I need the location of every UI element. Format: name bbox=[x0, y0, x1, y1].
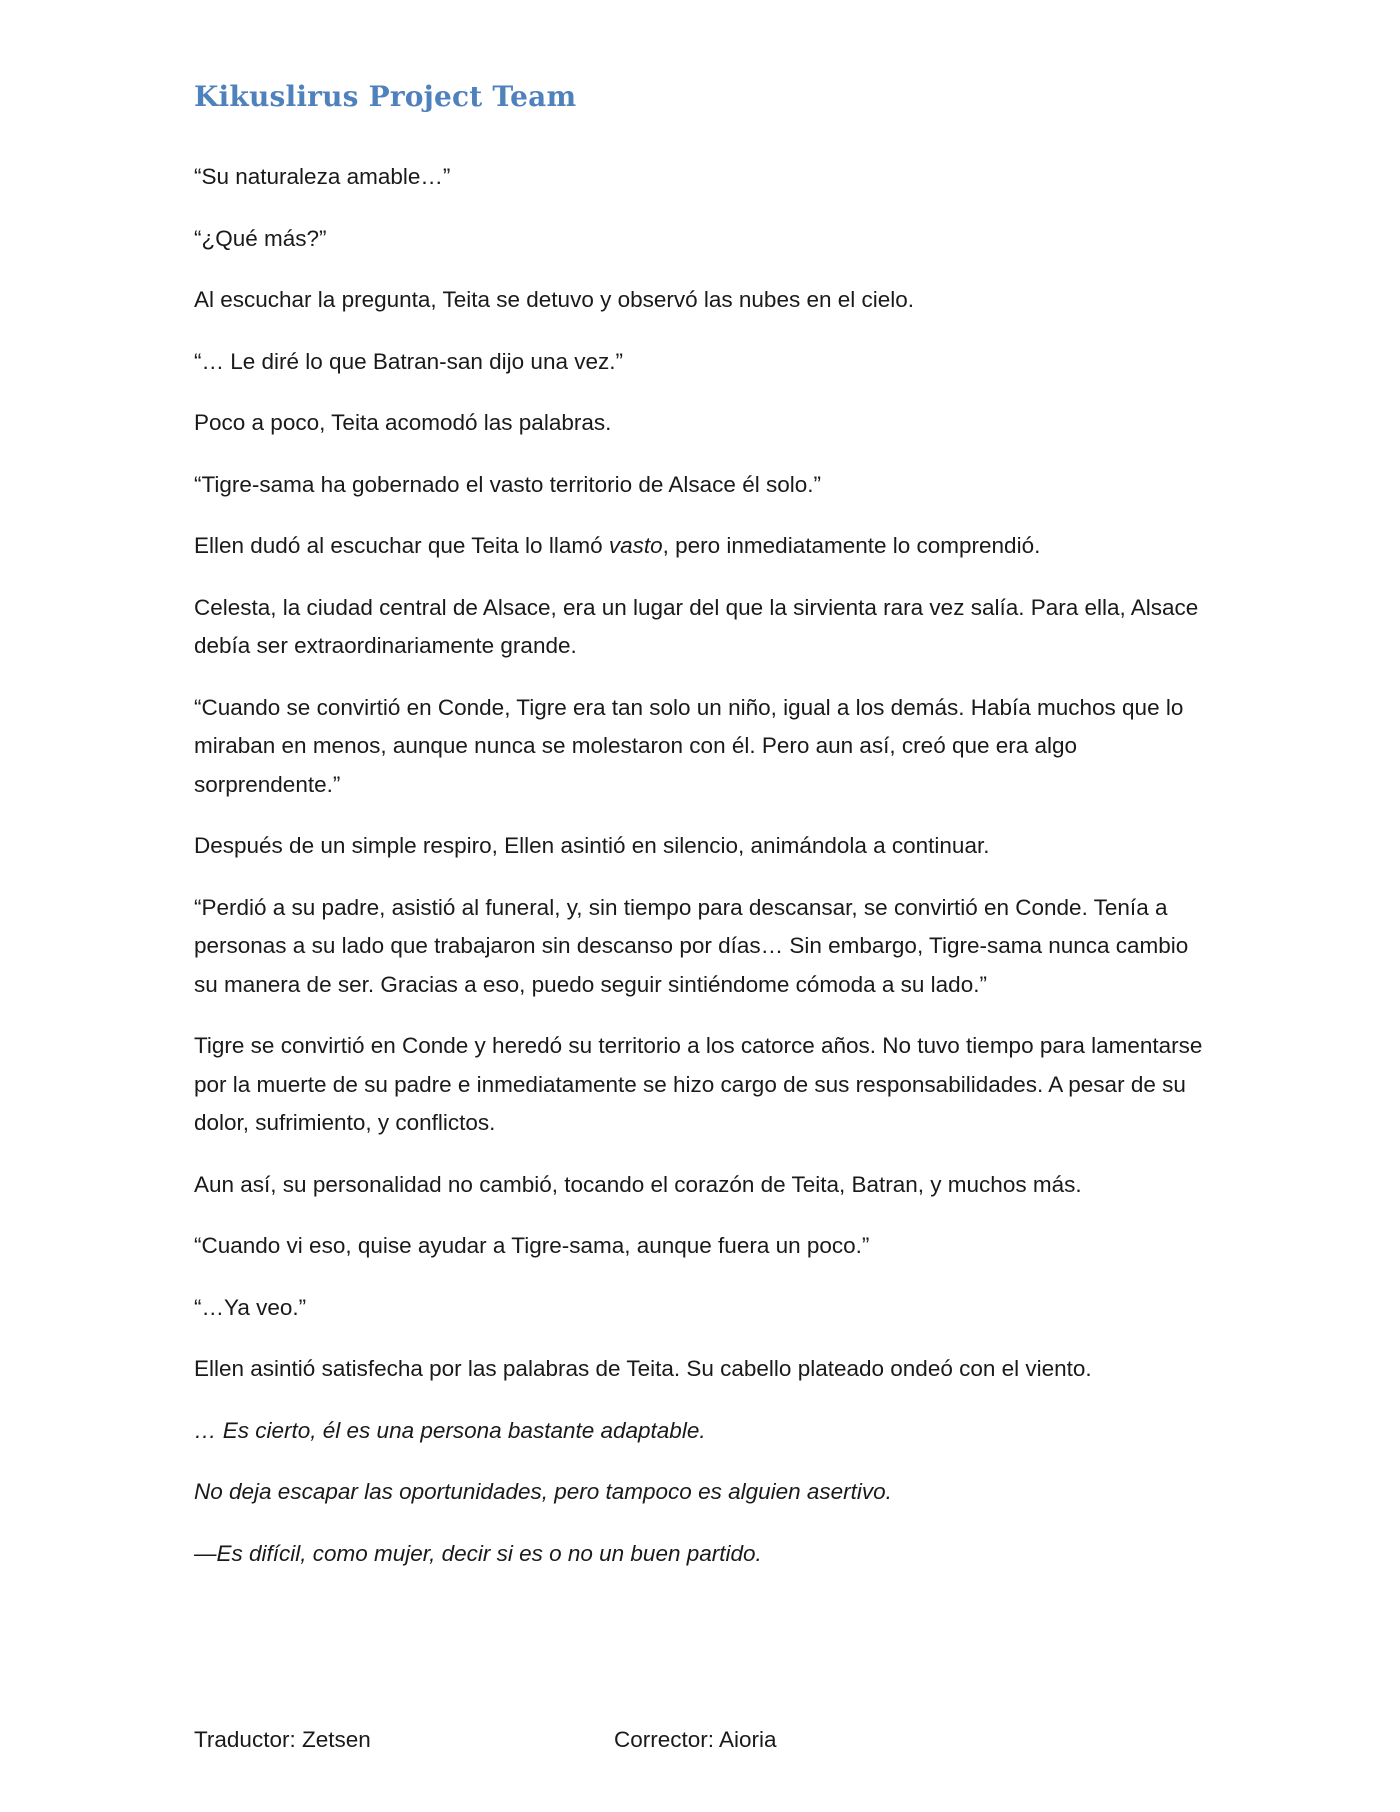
paragraph-18: No deja escapar las oportunidades, pero tampoco es alguien asertivo. bbox=[194, 1479, 892, 1504]
paragraph-3: Al escuchar la pregunta, Teita se detuvo y observó las nubes en el cielo. bbox=[194, 287, 915, 312]
paragraph-11: “Perdió a su padre, asistió al funeral, y, sin tiempo para descansar, se convirtió en Conde. Tenía a personas a su lado que trabajaron sin descanso por días… Sin embargo, Tigre-sama nunca cambio su manera de ser. Gracias a eso, puedo seguir sintiéndome cómoda a su lado.” bbox=[194, 894, 1189, 997]
paragraph-19: —Es difícil, como mujer, decir si es o no un buen partido. bbox=[194, 1540, 762, 1566]
paragraph-7-before: Ellen dudó al escuchar que Teita lo llamó bbox=[194, 533, 609, 558]
paragraph-1: “Su naturaleza amable…” bbox=[194, 164, 451, 189]
paragraph-10: Después de un simple respiro, Ellen asintió en silencio, animándola a continuar. bbox=[194, 833, 990, 858]
body-text bbox=[194, 158, 1214, 1596]
paragraph-7 bbox=[194, 527, 1214, 566]
footer-translator: Traductor: Zetsen bbox=[194, 1727, 371, 1752]
paragraph-12: Tigre se convirtió en Conde y heredó su territorio a los catorce años. No tuvo tiempo para lamentarse por la muerte de su padre e inmediatamente se hizo cargo de sus responsabilidades. A pesar de su dolor, sufrimiento, y conflictos. bbox=[194, 1033, 1203, 1135]
paragraph-7-emphasis: vasto bbox=[608, 533, 663, 558]
paragraph-6: “Tigre-sama ha gobernado el vasto territorio de Alsace él solo.” bbox=[194, 471, 821, 497]
paragraph-2: “¿Qué más?” bbox=[194, 225, 327, 251]
paragraph-4: “… Le diré lo que Batran-san dijo una vez.” bbox=[194, 348, 623, 374]
paragraph-13: Aun así, su personalidad no cambió, tocando el corazón de Teita, Batran, y muchos más. bbox=[194, 1171, 1082, 1197]
paragraph-7-after: , pero inmediatamente lo comprendió. bbox=[662, 533, 1041, 558]
footer-corrector: Corrector: Aioria bbox=[614, 1727, 777, 1752]
paragraph-5: Poco a poco, Teita acomodó las palabras. bbox=[194, 410, 612, 435]
paragraph-17: … Es cierto, él es una persona bastante adaptable. bbox=[194, 1417, 706, 1443]
header-title: Kikuslirus Project Team bbox=[194, 80, 577, 113]
paragraph-8: Celesta, la ciudad central de Alsace, era un lugar del que la sirvienta rara vez salía. Para ella, Alsace debía ser extraordinariamente grande. bbox=[194, 594, 1199, 658]
paragraph-15: “…Ya veo.” bbox=[194, 1294, 307, 1320]
paragraph-14: “Cuando vi eso, quise ayudar a Tigre-sama, aunque fuera un poco.” bbox=[194, 1233, 870, 1258]
paragraph-16: Ellen asintió satisfecha por las palabras de Teita. Su cabello plateado ondeó con el viento. bbox=[194, 1356, 1092, 1381]
paragraph-9: “Cuando se convirtió en Conde, Tigre era tan solo un niño, igual a los demás. Había muchos que lo miraban en menos, aunque nunca se molestaron con él. Pero aun así, creó que era algo sorprendente.” bbox=[194, 694, 1184, 797]
